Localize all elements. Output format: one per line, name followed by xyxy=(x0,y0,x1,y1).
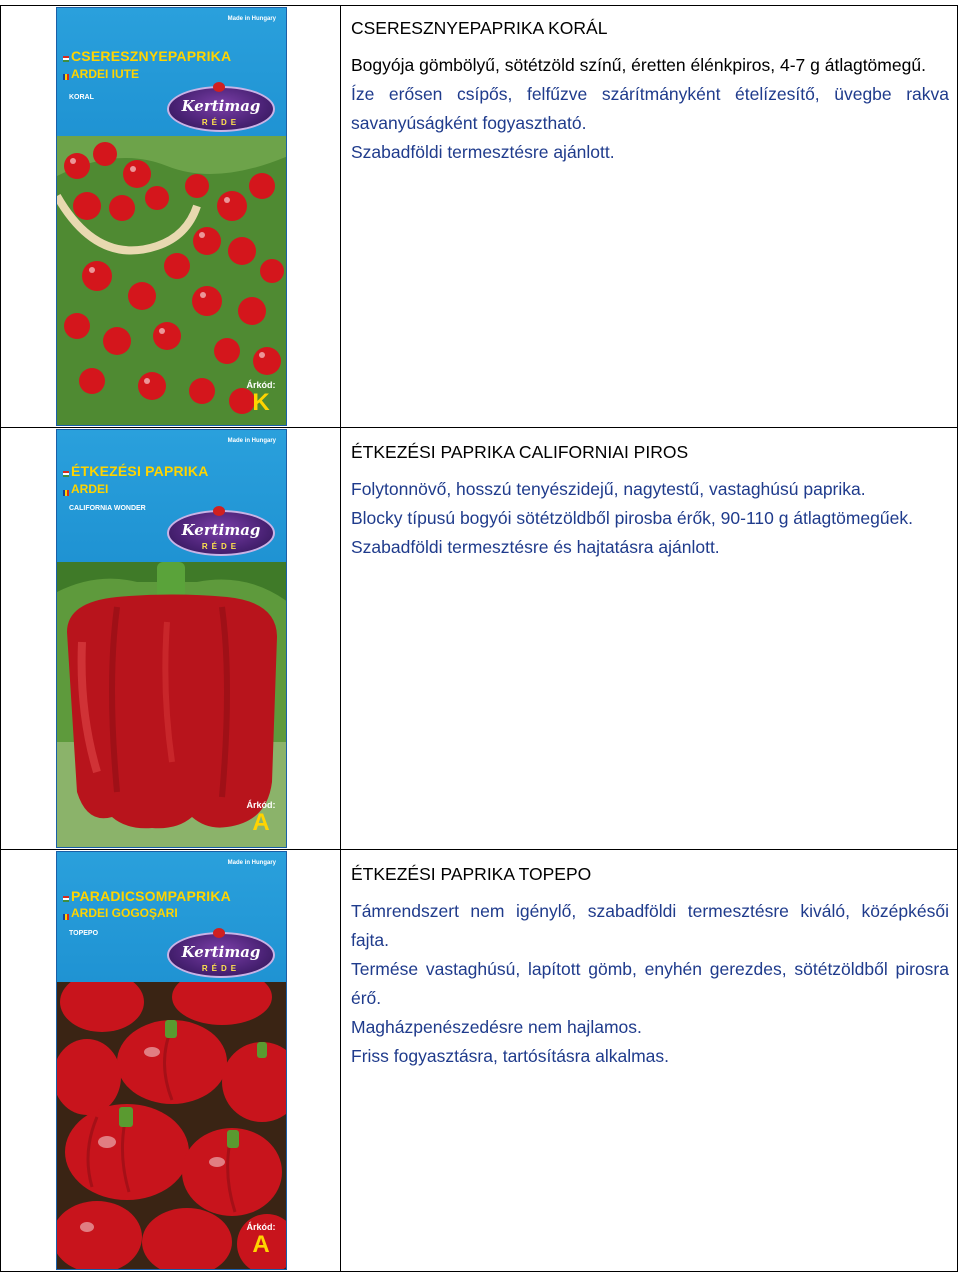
product-description xyxy=(351,442,949,562)
product-title: ÉTKEZÉSI PAPRIKA CALIFORNIAI PIROS xyxy=(351,442,689,462)
description-line: Friss fogyasztásra, tartósításra alkalmas. xyxy=(351,1046,670,1066)
price-code-label: Árkód: xyxy=(246,380,276,390)
seed-packet-image xyxy=(56,429,287,848)
romanian-flag-icon xyxy=(63,490,69,496)
logo-brand: Kertimag xyxy=(181,97,261,115)
packet-name-ro: ARDEI GOGOŞARI xyxy=(71,906,178,920)
column-divider xyxy=(340,428,341,849)
romanian-flag-icon xyxy=(63,914,69,920)
product-row-2 xyxy=(0,427,958,850)
description-line: Blocky típusú bogyói sötétzöldből pirosba érők, 90-110 g átlagtömegűek. xyxy=(351,508,913,528)
hungarian-flag-icon xyxy=(63,896,69,902)
logo-pepper-icon xyxy=(213,82,225,92)
hungarian-flag-icon xyxy=(63,56,69,62)
description-line: Szabadföldi termesztésre és hajtatásra ajánlott. xyxy=(351,537,720,557)
seed-packet-image xyxy=(56,7,287,426)
packet-variety: TOPEPO xyxy=(69,930,99,937)
logo-sub: RÉDE xyxy=(201,542,241,551)
hungarian-flag-icon xyxy=(63,471,69,477)
description-line: Magházpenészedésre nem hajlamos. xyxy=(351,1017,642,1037)
packet-name-hu: ÉTKEZÉSI PAPRIKA xyxy=(71,463,209,479)
seed-packet-image xyxy=(56,851,287,1270)
price-code-value: A xyxy=(252,1231,270,1258)
packet-name-ro: ARDEI xyxy=(71,482,109,496)
logo-brand: Kertimag xyxy=(181,943,261,961)
kertimag-logo xyxy=(167,510,275,556)
description-line: Támrendszert nem igénylő, szabadföldi termesztésre kiváló, középkésői fajta. xyxy=(351,901,949,950)
product-title: CSERESZNYEPAPRIKA KORÁL xyxy=(351,18,608,38)
product-title: ÉTKEZÉSI PAPRIKA TOPEPO xyxy=(351,864,592,884)
description-line: Szabadföldi termesztésre ajánlott. xyxy=(351,142,615,162)
price-code-label: Árkód: xyxy=(246,1222,276,1232)
price-code-badge xyxy=(241,800,281,836)
packet-name-hu: CSERESZNYEPAPRIKA xyxy=(71,48,232,64)
logo-brand: Kertimag xyxy=(181,521,261,539)
packet-variety: KORAL xyxy=(69,94,94,101)
description-line: Íze erősen csípős, felfűzve szárítmányként ételízesítő, üvegbe rakva savanyúságként fogyasztható. xyxy=(351,84,949,133)
product-description xyxy=(351,18,949,167)
made-in-label: Made in Hungary xyxy=(227,16,276,22)
romanian-flag-icon xyxy=(63,74,69,80)
packet-variety: CALIFORNIA WONDER xyxy=(69,505,146,512)
price-code-label: Árkód: xyxy=(246,800,276,810)
price-code-badge xyxy=(241,380,281,416)
price-code-value: A xyxy=(252,809,270,836)
made-in-label: Made in Hungary xyxy=(227,860,276,866)
kertimag-logo xyxy=(167,932,275,978)
product-row-1 xyxy=(0,5,958,428)
logo-sub: RÉDE xyxy=(201,118,241,127)
price-code-badge xyxy=(241,1222,281,1258)
kertimag-logo xyxy=(167,86,275,132)
price-code-value: K xyxy=(252,389,270,416)
packet-name-ro: ARDEI IUTE xyxy=(71,67,140,81)
description-line: Bogyója gömbölyű, sötétzöld színű, éretten élénkpiros, 4-7 g átlagtömegű. xyxy=(351,55,926,75)
product-row-3 xyxy=(0,849,958,1272)
logo-sub: RÉDE xyxy=(201,964,241,973)
made-in-label: Made in Hungary xyxy=(227,438,276,444)
product-description xyxy=(351,864,949,1071)
column-divider xyxy=(340,850,341,1271)
packet-name-hu: PARADICSOMPAPRIKA xyxy=(71,888,231,904)
column-divider xyxy=(340,6,341,427)
logo-pepper-icon xyxy=(213,506,225,516)
logo-pepper-icon xyxy=(213,928,225,938)
description-line: Termése vastaghúsú, lapított gömb, enyhén gerezdes, sötétzöldből pirosra érő. xyxy=(351,959,949,1008)
description-line: Folytonnövő, hosszú tenyészidejű, nagytestű, vastaghúsú paprika. xyxy=(351,479,866,499)
